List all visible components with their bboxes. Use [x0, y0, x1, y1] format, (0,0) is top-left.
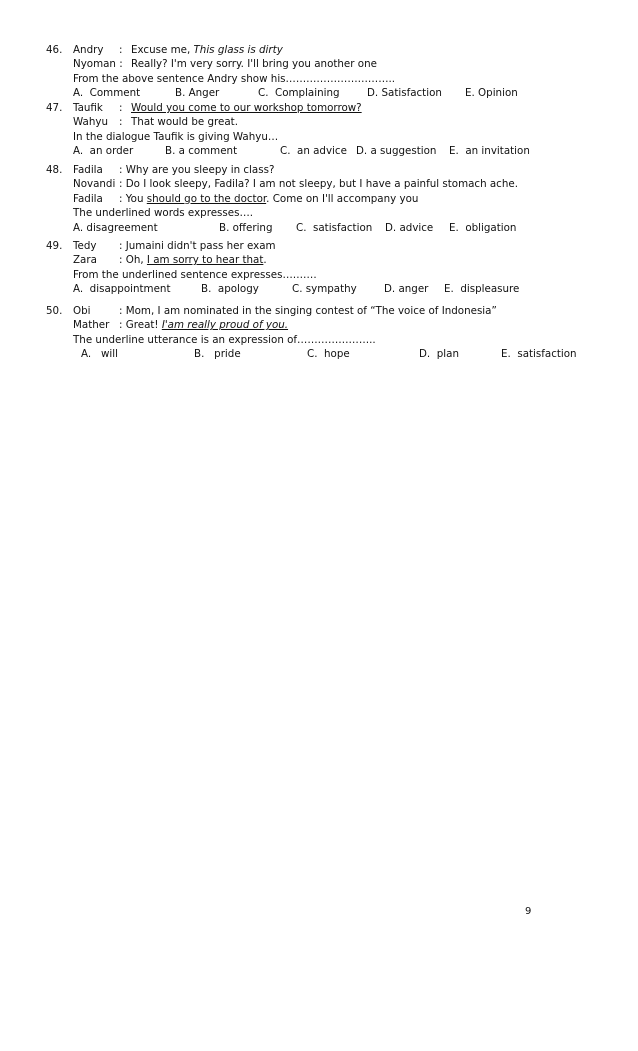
question-number: 48.	[46, 164, 63, 176]
question-prompt	[73, 333, 613, 347]
question-number: 46.	[46, 44, 63, 56]
speaker-name: Obi	[73, 305, 91, 317]
question-prompt-text: From the underlined sentence expresses……….	[73, 268, 317, 281]
dialogue-text-underlined: I am sorry to hear that	[146, 254, 264, 267]
question-body	[73, 43, 613, 101]
option-c[interactable]: C. sympathy	[292, 283, 357, 296]
question-body	[73, 239, 613, 297]
dialogue-text-plain: : Oh,	[119, 254, 147, 267]
speaker-name: Fadila	[73, 192, 103, 205]
question-number: 47.	[46, 102, 63, 114]
question-body	[73, 304, 613, 362]
question-prompt-text: The underline utterance is an expression of…………………..	[73, 333, 376, 346]
dialogue-line	[73, 163, 613, 177]
dialogue-text: Really? I'm very sorry. I'll bring you another one	[131, 58, 377, 71]
dialogue-line	[73, 43, 613, 57]
question-prompt	[73, 72, 613, 86]
answer-options	[73, 86, 613, 100]
option-b[interactable]: B. Anger	[175, 87, 220, 100]
answer-options	[73, 347, 613, 361]
question-prompt	[73, 130, 613, 144]
dialogue-line	[73, 177, 613, 191]
dialogue-text	[119, 192, 418, 206]
question-body	[73, 163, 613, 235]
dialogue-text	[131, 43, 283, 57]
dialogue-line	[73, 57, 613, 71]
dialogue-text: That would be great.	[131, 116, 238, 129]
dialogue-text-underlined: should go to the doctor	[146, 192, 267, 205]
option-c[interactable]: C. an advice	[280, 145, 347, 158]
dialogue-text-plain: : You	[119, 192, 147, 205]
option-d[interactable]: D. Satisfaction	[367, 87, 442, 100]
dialogue-text	[119, 318, 288, 332]
answer-options	[73, 221, 613, 235]
speaker-name: Mather	[73, 319, 110, 332]
option-b[interactable]: B. apology	[201, 283, 259, 296]
dialogue-line	[73, 115, 613, 129]
speaker-name: Zara	[73, 254, 97, 267]
dialogue-line	[73, 304, 613, 318]
dialogue-text-plain: .	[263, 254, 267, 267]
speaker-name: Fadila	[73, 164, 103, 176]
option-b[interactable]: B. a comment	[165, 145, 238, 158]
dialogue-text: : Why are you sleepy in class?	[119, 164, 275, 176]
page-number: 9	[525, 906, 532, 917]
speaker-separator: :	[119, 116, 123, 129]
question-prompt-text: The underlined words expresses….	[73, 207, 254, 220]
speaker-separator: :	[119, 44, 123, 56]
option-b[interactable]: B. pride	[194, 348, 241, 361]
answer-options	[73, 144, 613, 158]
dialogue-text: : Mom, I am nominated in the singing contest of “The voice of Indonesia”	[119, 305, 497, 317]
speaker-name: Tedy	[73, 240, 97, 252]
option-e[interactable]: E. obligation	[449, 221, 517, 234]
option-e[interactable]: E. an invitation	[449, 145, 530, 158]
question-body	[73, 101, 613, 159]
speaker-name: Novandi	[73, 178, 116, 191]
dialogue-line	[73, 192, 613, 206]
option-a[interactable]: A. Comment	[73, 87, 141, 100]
dialogue-text-underlined: Would you come to our workshop tomorrow?	[131, 102, 362, 114]
option-a[interactable]: A. an order	[73, 145, 134, 158]
speaker-name: Taufik	[73, 102, 103, 114]
dialogue-text-italic: This glass is dirty	[193, 44, 283, 56]
option-a[interactable]: A. disappointment	[73, 283, 171, 296]
question-prompt-text: In the dialogue Taufik is giving Wahyu…	[73, 130, 279, 143]
dialogue-line	[73, 101, 613, 115]
answer-options	[73, 282, 613, 296]
option-c[interactable]: C. Complaining	[258, 87, 340, 100]
dialogue-text	[119, 253, 267, 267]
option-b[interactable]: B. offering	[219, 221, 273, 234]
option-c[interactable]: C. satisfaction	[296, 221, 373, 234]
speaker-separator: :	[119, 102, 123, 114]
dialogue-line	[73, 239, 613, 253]
speaker-name: Wahyu	[73, 116, 108, 129]
dialogue-line	[73, 253, 613, 267]
question-prompt-text: From the above sentence Andry show his…………………………..	[73, 72, 396, 85]
question-prompt	[73, 268, 613, 282]
question-number: 50.	[46, 305, 63, 317]
option-d[interactable]: D. advice	[385, 221, 434, 234]
dialogue-text-plain: : Great!	[119, 319, 162, 332]
option-e[interactable]: E. Opinion	[465, 87, 518, 100]
option-d[interactable]: D. a suggestion	[356, 145, 437, 158]
dialogue-text-underlined-italic: I'am really proud of you.	[161, 319, 289, 332]
question-number: 49.	[46, 240, 63, 252]
option-a[interactable]: A. disagreement	[73, 221, 158, 234]
dialogue-text: : Jumaini didn't pass her exam	[119, 240, 276, 252]
option-d[interactable]: D. plan	[419, 348, 459, 361]
option-d[interactable]: D. anger	[384, 283, 429, 296]
dialogue-line	[73, 318, 613, 332]
dialogue-text-plain: Excuse me,	[131, 44, 194, 56]
dialogue-text: : Do I look sleepy, Fadila? I am not sleepy, but I have a painful stomach ache.	[119, 178, 518, 191]
speaker-name: Nyoman :	[73, 58, 123, 71]
option-a[interactable]: A. will	[81, 348, 118, 361]
speaker-name: Andry	[73, 44, 104, 56]
option-c[interactable]: C. hope	[307, 348, 350, 361]
option-e[interactable]: E. satisfaction	[501, 348, 577, 361]
dialogue-text-plain: . Come on I'll accompany you	[266, 192, 419, 205]
option-e[interactable]: E. displeasure	[444, 283, 520, 296]
question-prompt	[73, 206, 613, 220]
